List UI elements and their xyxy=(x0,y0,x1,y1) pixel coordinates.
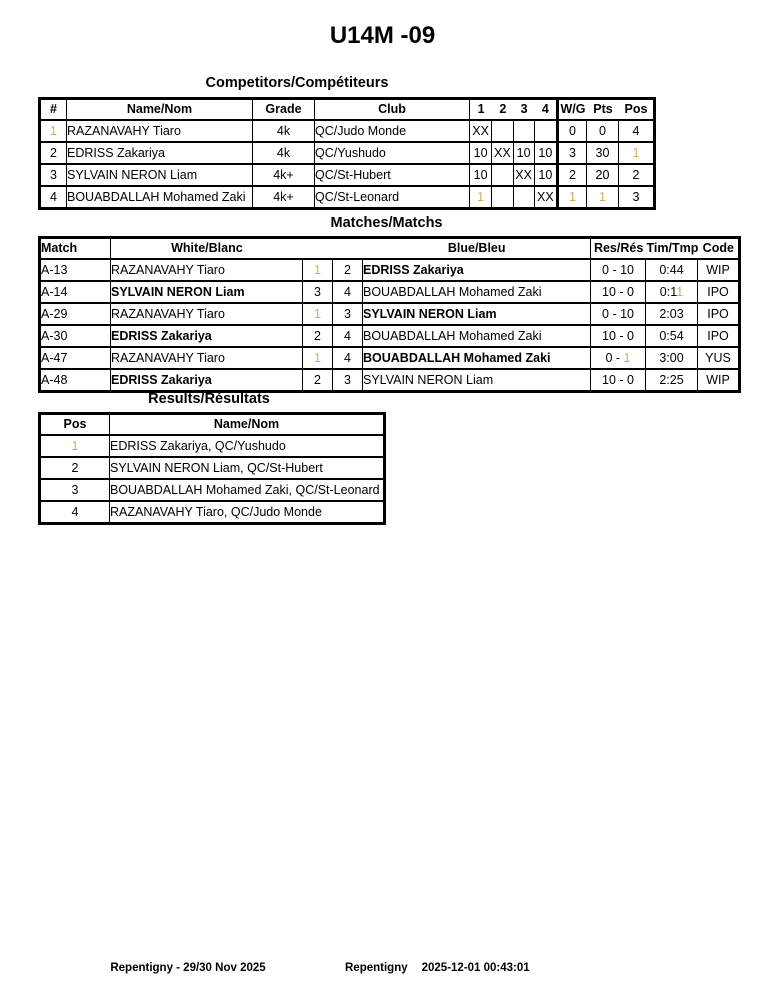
accent-digit: 1 xyxy=(50,124,57,138)
score-vs-3 xyxy=(514,121,535,141)
blue-player-name: BOUABDALLAH Mohamed Zaki xyxy=(363,348,591,370)
white-player-name: SYLVAIN NERON Liam xyxy=(111,282,303,304)
match-row xyxy=(41,304,738,326)
result-name: SYLVAIN NERON Liam, QC/St-Hubert xyxy=(110,458,383,480)
accent-digit: 1 xyxy=(314,307,321,321)
white-player-name: EDRISS Zakariya xyxy=(111,370,303,390)
blue-player-name: BOUABDALLAH Mohamed Zaki xyxy=(363,326,591,348)
competitor-wg: 2 xyxy=(559,165,587,185)
blue-player-number: 4 xyxy=(333,326,363,348)
col-header-opp3: 3 xyxy=(520,102,528,116)
col-header-opp4: 4 xyxy=(541,102,549,116)
competitor-row xyxy=(41,143,653,165)
results-table xyxy=(38,412,386,525)
results-header-row xyxy=(41,415,383,436)
match-code: IPO xyxy=(698,304,738,326)
match-result: 0 - 1 xyxy=(591,348,646,370)
competitors-table xyxy=(38,97,656,210)
accent-digit: 1 xyxy=(676,285,684,299)
col-header-res: Res/Rés xyxy=(593,241,644,255)
white-player-number xyxy=(303,304,333,326)
result-position: 3 xyxy=(41,480,110,502)
competitor-club: QC/St-Leonard xyxy=(315,187,470,207)
result-row xyxy=(41,458,383,480)
col-header-number: # xyxy=(41,100,67,121)
match-id: A-14 xyxy=(41,282,111,304)
white-player-number xyxy=(303,348,333,370)
competitor-pos: 4 xyxy=(632,124,640,138)
score-vs-3: 10 xyxy=(514,143,535,163)
results-heading: Results/Résultats xyxy=(148,391,270,407)
result-position xyxy=(41,436,110,458)
competitor-score-grid xyxy=(470,143,559,165)
col-header-code: Code xyxy=(702,241,734,255)
match-row xyxy=(41,260,738,282)
matches-header-row xyxy=(41,239,738,260)
footer-event-date: Repentigny - 29/30 Nov 2025 xyxy=(110,962,266,974)
competitor-pos: 3 xyxy=(632,190,640,204)
accent-digit: 1 xyxy=(623,351,631,365)
col-header-totals xyxy=(559,100,653,121)
accent-digit: 1 xyxy=(477,190,485,204)
col-header-outcome xyxy=(591,239,738,260)
blue-player-number: 2 xyxy=(333,260,363,282)
matches-table xyxy=(38,236,741,393)
competitor-name: RAZANAVAHY Tiaro xyxy=(67,121,253,143)
competitor-grade: 4k xyxy=(253,143,315,165)
competitor-wg: 0 xyxy=(559,121,587,141)
competitor-row xyxy=(41,121,653,143)
col-header-opponents xyxy=(470,100,559,121)
blue-player-name: SYLVAIN NERON Liam xyxy=(363,304,591,326)
competitor-number: 4 xyxy=(41,187,67,207)
match-time: 0:11 xyxy=(646,282,698,304)
competitor-pos: 2 xyxy=(632,168,640,182)
competitor-pos xyxy=(619,143,653,163)
blue-player-name: BOUABDALLAH Mohamed Zaki xyxy=(363,282,591,304)
result-row xyxy=(41,480,383,502)
col-header-name: Name/Nom xyxy=(67,100,253,121)
score-vs-2 xyxy=(492,187,513,207)
score-vs-3: XX xyxy=(514,165,535,185)
competitor-wg: 3 xyxy=(559,143,587,163)
competitor-row xyxy=(41,165,653,187)
competitor-wg xyxy=(559,187,587,207)
white-player-number: 2 xyxy=(303,370,333,390)
col-header-grade: Grade xyxy=(253,100,315,121)
competitor-club: QC/Judo Monde xyxy=(315,121,470,143)
match-result: 10 - 0 xyxy=(591,282,646,304)
score-vs-3 xyxy=(514,187,535,207)
col-header-pts: Pts xyxy=(593,102,613,116)
col-header-tim: Tim/Tmp xyxy=(646,241,699,255)
matches-heading: Matches/Matchs xyxy=(330,215,443,231)
result-position: 4 xyxy=(41,502,110,522)
score-vs-1: 10 xyxy=(470,165,492,185)
competitor-pts: 0 xyxy=(587,121,619,141)
score-vs-1: 10 xyxy=(470,143,492,163)
competitor-totals xyxy=(559,165,653,187)
match-code: WIP xyxy=(706,373,730,387)
match-id: A-30 xyxy=(41,326,111,348)
match-time: 2:25 xyxy=(646,370,698,390)
match-result: 10 - 0 xyxy=(591,326,646,348)
match-code: YUS xyxy=(698,348,738,370)
competitor-pts: 30 xyxy=(587,143,619,163)
score-vs-4: XX xyxy=(537,190,554,204)
competitor-grade: 4k+ xyxy=(253,165,315,187)
score-vs-2 xyxy=(492,121,513,141)
accent-digit: 1 xyxy=(569,190,576,204)
score-vs-2: XX xyxy=(492,143,513,163)
result-position: 2 xyxy=(41,458,110,480)
score-vs-4: 10 xyxy=(538,146,553,160)
accent-digit: 1 xyxy=(314,351,321,365)
match-id: A-48 xyxy=(41,370,111,390)
competitor-score-grid xyxy=(470,121,559,143)
competitor-number xyxy=(41,121,67,143)
col-header-match: Match xyxy=(41,239,111,260)
white-player-number: 2 xyxy=(303,326,333,348)
white-player-number xyxy=(303,260,333,282)
score-vs-2 xyxy=(492,165,513,185)
result-row xyxy=(41,502,383,522)
white-player-name: EDRISS Zakariya xyxy=(111,326,303,348)
accent-digit: 1 xyxy=(632,146,640,160)
col-header-white: White/Blanc xyxy=(171,241,243,255)
match-time: 0:54 xyxy=(646,326,698,348)
match-row xyxy=(41,282,738,304)
match-result: 10 - 0 xyxy=(591,370,646,390)
col-header-wg: W/G xyxy=(560,102,586,116)
match-id: A-13 xyxy=(41,260,111,282)
competitor-number: 2 xyxy=(41,143,67,165)
col-header-pos: Pos xyxy=(624,102,648,116)
col-header-opp1: 1 xyxy=(477,102,485,116)
score-vs-4: 10 xyxy=(538,168,553,182)
col-header-position: Pos xyxy=(41,415,110,436)
match-time: 0:44 xyxy=(646,260,698,282)
competitor-pts xyxy=(587,187,619,207)
col-header-players xyxy=(111,239,591,260)
competitor-name: EDRISS Zakariya xyxy=(67,143,253,165)
accent-digit: 1 xyxy=(71,439,79,453)
match-row xyxy=(41,348,738,370)
white-player-name: RAZANAVAHY Tiaro xyxy=(111,304,303,326)
match-time: 2:03 xyxy=(646,304,698,326)
competitors-heading: Competitors/Compétiteurs xyxy=(205,75,389,91)
competitor-score-grid xyxy=(470,187,559,207)
match-code: IPO xyxy=(698,326,738,348)
blue-player-name: SYLVAIN NERON Liam xyxy=(363,370,591,390)
competitor-name: SYLVAIN NERON Liam xyxy=(67,165,253,187)
match-row xyxy=(41,326,738,348)
white-player-name: RAZANAVAHY Tiaro xyxy=(111,260,303,282)
col-header-opp2: 2 xyxy=(499,102,507,116)
competitor-grade: 4k xyxy=(253,121,315,143)
page-title: U14M -09 xyxy=(329,22,436,49)
blue-player-number: 4 xyxy=(333,348,363,370)
footer-print-info xyxy=(345,962,530,974)
match-result: 0 - 10 xyxy=(591,304,646,326)
blue-player-name: EDRISS Zakariya xyxy=(363,260,591,282)
result-name: RAZANAVAHY Tiaro, QC/Judo Monde xyxy=(110,505,322,519)
competitor-club: QC/Yushudo xyxy=(315,143,470,165)
competitor-name: BOUABDALLAH Mohamed Zaki xyxy=(67,187,253,207)
competitor-score-grid xyxy=(470,165,559,187)
footer-city: Repentigny xyxy=(345,962,408,974)
competitor-totals xyxy=(559,121,653,143)
accent-digit: 1 xyxy=(314,263,321,277)
match-time: 3:00 xyxy=(646,348,698,370)
white-player-number: 3 xyxy=(303,282,333,304)
accent-digit: 1 xyxy=(599,190,606,204)
match-id: A-29 xyxy=(41,304,111,326)
col-header-name: Name/Nom xyxy=(110,415,383,436)
competitors-header-row xyxy=(41,100,653,121)
match-row xyxy=(41,370,738,390)
match-id: A-47 xyxy=(41,348,111,370)
competitor-pts: 20 xyxy=(587,165,619,185)
blue-player-number: 4 xyxy=(333,282,363,304)
match-code: WIP xyxy=(698,260,738,282)
score-vs-1 xyxy=(470,187,492,207)
blue-player-number: 3 xyxy=(333,370,363,390)
result-name: EDRISS Zakariya, QC/Yushudo xyxy=(110,436,383,458)
competitor-number: 3 xyxy=(41,165,67,187)
match-result: 0 - 10 xyxy=(591,260,646,282)
competitor-row xyxy=(41,187,653,207)
competitor-totals xyxy=(559,143,653,165)
footer-timestamp: 2025-12-01 00:43:01 xyxy=(421,962,530,974)
col-header-blue: Blue/Bleu xyxy=(447,241,506,255)
white-player-name: RAZANAVAHY Tiaro xyxy=(111,348,303,370)
result-row xyxy=(41,436,383,458)
blue-player-number: 3 xyxy=(333,304,363,326)
competitor-club: QC/St-Hubert xyxy=(315,165,470,187)
match-code: IPO xyxy=(698,282,738,304)
competitor-totals xyxy=(559,187,653,207)
col-header-club: Club xyxy=(315,100,470,121)
score-vs-1: XX xyxy=(470,121,492,141)
competitor-grade: 4k+ xyxy=(253,187,315,207)
result-name: BOUABDALLAH Mohamed Zaki, QC/St-Leonard xyxy=(110,480,383,502)
